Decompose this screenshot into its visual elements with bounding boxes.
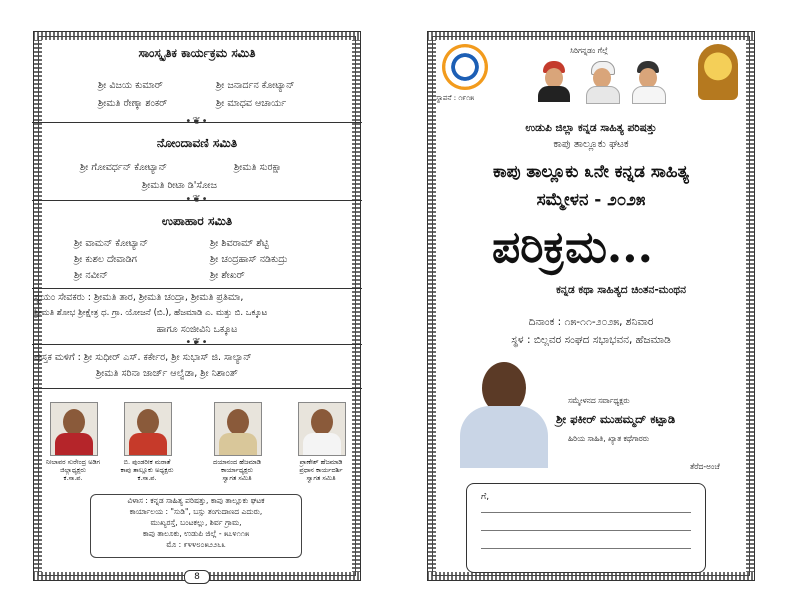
divider — [32, 288, 362, 289]
event-headline: ಸಮ್ಮೇಳನ - ೨೦೨೫ — [536, 190, 646, 210]
section-title: ನೋಂದಾವಣಿ ಸಮಿತಿ — [156, 136, 238, 150]
address-line: ವಿಳಾಸ : ಕನ್ನಡ ಸಾಹಿತ್ಯ ಪರಿಷತ್ತು, ಕಾಪು ತಾಲ್ಲೂಕು ಘಟಕ — [127, 496, 265, 505]
section-refreshment — [24, 214, 370, 229]
event-headline: ಕಾಪು ತಾಲ್ಲೂಕು ೩ನೇ ಕನ್ನಡ ಸಾಹಿತ್ಯ — [493, 162, 689, 182]
address-line — [481, 512, 691, 513]
section-registration — [24, 136, 370, 151]
invite-label: ತೆರೆದ-ಅಂಚೆ — [690, 462, 720, 471]
section-title: ಸಾಂಸ್ಕೃತಿಕ ಕಾರ್ಯಕ್ರಮ ಸಮಿತಿ — [138, 46, 256, 60]
deity-icon — [698, 44, 738, 100]
page-number: 8 — [184, 570, 210, 584]
address-line — [481, 530, 691, 531]
member-name: ಶ್ರೀ ಕುಶಲ ದೇವಾಡಿಗ — [74, 254, 137, 265]
book-stall-line: ಶ್ರೀಮತಿ ಸರಿನಾ ಜಾರ್ಜ್ ಆಲ್ವೆಡಾ, ಶ್ರೀ ನಿಶಾಂತ್ — [96, 368, 238, 379]
person-name: ನೀಲಾವರ ಸುರೇಂದ್ರ ಅಡಿಗ — [45, 458, 101, 466]
person-role: ಕಾಪು ತಾಲ್ಲೂಕು ಅಧ್ಯಕ್ಷರು — [120, 466, 174, 474]
volunteers-line: ಶ್ರೀಮತಿ ಶೋಭ ಶ್ರೀಕ್ಷೇತ್ರ ಧ. ಗ್ರಾ. ಯೋಜನೆ (ಬಿ.), ಹೆಜಮಾಡಿ ಎ. ಮತ್ತು ಬಿ. ಒಕ್ಕೂಟ — [34, 308, 268, 318]
left-page — [24, 22, 370, 590]
president-photo — [452, 358, 552, 468]
book-stall-line: ಪುಸ್ತಕ ಮಳಿಗೆ : ಶ್ರೀ ಸುಧೀರ್ ಎಸ್. ಕರ್ಕೇರ, ಶ್ರೀ ಸುಭಾಸ್ ಜಿ. ಸಾಲ್ಯಾನ್ — [34, 352, 252, 363]
right-page — [418, 22, 764, 590]
member-name: ಶ್ರೀಮತಿ ರೀಟಾ ಡಿ'ಸೋಜ — [142, 180, 217, 191]
section-cultural — [24, 46, 370, 61]
president-name: ಶ್ರೀ ಫಕೀರ್ ಮುಹಮ್ಮದ್ ಕಟ್ಪಾಡಿ — [556, 412, 676, 426]
member-name: ಶ್ರೀಮತಿ ರೇಣ್ಕಾ ಶಂಕರ್ — [98, 98, 168, 109]
person-org: ಸ್ವಾಗತ ಸಮಿತಿ — [306, 474, 336, 482]
member-name: ಶ್ರೀ ಜನಾರ್ದನ ಕೋಟ್ಯಾನ್ — [216, 80, 295, 91]
member-name: ಶ್ರೀ ಶಿವರಾಮ್ ಶೆಟ್ಟಿ — [210, 238, 269, 249]
person-org: ಸ್ವಾಗತ ಸಮಿತಿ — [222, 474, 252, 482]
divider — [32, 344, 362, 345]
president-label: ಸಮ್ಮೇಳನದ ಸರ್ವಾಧ್ಯಕ್ಷರು — [568, 396, 630, 405]
member-name: ಶ್ರೀ ಗೋವರ್ಧನ್ ಕೋಟ್ಯಾನ್ — [80, 162, 167, 173]
org-name: ಉಡುಪಿ ಜಿಲ್ಲಾ ಕನ್ನಡ ಸಾಹಿತ್ಯ ಪರಿಷತ್ತು — [525, 122, 657, 134]
member-name: ಶ್ರೀ ವಿಜಯ ಕುಮಾರ್ — [98, 80, 163, 91]
person-photo — [298, 402, 346, 456]
ornament-divider: •❦• — [185, 116, 209, 127]
member-name: ಶ್ರೀ ಶೇಖರ್ — [210, 270, 245, 281]
logo-caption: ಸ್ಥಾಪನೆ : ೧೯೧೫ — [436, 94, 475, 102]
person-name: ಬಿ. ಪುಂಡರೀಕ ಮರಾತೆ — [123, 458, 171, 466]
portraits-caption: ಸಿರಿಗನ್ನಡಂ ಗೆಲ್ಗೆ — [570, 46, 608, 55]
member-name: ಶ್ರೀ ಮಾಧವ ಆಚಾರ್ಯ — [216, 98, 287, 109]
volunteers-line: ಹಾಗೂ ಸಂಜೀವಿನಿ ಒಕ್ಕೂಟ — [156, 324, 238, 335]
section-title: ಉಪಾಹಾರ ಸಮಿತಿ — [161, 214, 233, 228]
person-photo — [124, 402, 172, 456]
address-box — [90, 494, 302, 558]
address-box — [466, 483, 706, 573]
member-name: ಶ್ರೀ ನವೀನ್ — [74, 270, 108, 281]
person-caption — [38, 458, 108, 482]
event-venue: ಸ್ಥಳ : ಬಿಲ್ಲವರ ಸಂಘದ ಸಭಾಭವನ, ಹೆಜಮಾಡಿ — [511, 334, 671, 346]
person-caption — [202, 458, 272, 482]
person-photo — [214, 402, 262, 456]
kasapa-logo — [442, 44, 488, 90]
person-caption — [112, 458, 182, 482]
person-org: ಕ.ಸಾ.ಪ. — [137, 474, 157, 482]
portrait — [536, 58, 572, 102]
person-role: ಜಿಲ್ಲಾಧ್ಯಕ್ಷರು — [60, 466, 86, 474]
president-desc: ಹಿರಿಯ ಸಾಹಿತಿ, ಖ್ಯಾತ ಕಥೆಗಾರರು — [568, 434, 650, 443]
address-line: ಮೊ : ೯೪೪೮೦೫೨೨೬೩ — [166, 540, 226, 549]
person-photo — [50, 402, 98, 456]
person-caption — [286, 458, 356, 482]
address-line: ಮುಖ್ಯರಸ್ತೆ, ಬಂಟಕಲ್ಲು, ಶಿರ್ವ ಗ್ರಾಮ, — [150, 518, 242, 527]
address-line: ಕಾಪು ತಾಲೂಕು, ಉಡುಪಿ ಜಿಲ್ಲೆ - ೫೭೪೧೧೫ — [142, 529, 250, 538]
portrait — [584, 58, 620, 102]
address-line: ಕಾರ್ಯಾಲಯ : "ಸುಡಿ", ಬಸ್ಸು ತಂಗುದಾಣದ ಎದುರು, — [129, 507, 263, 516]
member-name: ಶ್ರೀ ಚಂದ್ರಹಾಸ್ ನಡಿಕುದ್ರು — [210, 254, 288, 265]
person-org: ಕ.ಸಾ.ಪ. — [63, 474, 83, 482]
theme-title: ಪರಿಕ್ರಮ... — [492, 222, 653, 273]
to-label: ಗೆ, — [481, 492, 490, 502]
volunteers-line: ಸ್ವಯಂ ಸೇವಕರು : ಶ್ರೀಮತಿ ತಾರ, ಶ್ರೀಮತಿ ಚಂದ್ರಾ, ಶ್ರೀಮತಿ ಪ್ರತಿಮಾ, — [34, 292, 244, 303]
person-role: ಪ್ರಧಾನ ಕಾರ್ಯದರ್ಶಿ — [299, 466, 343, 474]
address-line — [481, 548, 691, 549]
ornament-divider: •❦• — [185, 194, 209, 205]
org-unit: ಕಾಪು ತಾಲ್ಲೂಕು ಘಟಕ — [553, 138, 629, 150]
member-name: ಶ್ರೀ ವಾಮನ್ ಕೋಟ್ಯಾನ್ — [74, 238, 148, 249]
person-role: ಕಾರ್ಯಾಧ್ಯಕ್ಷರು — [221, 466, 253, 474]
person-name: ಪ್ರಾಣೇಶ್ ಹೆಜಮಾಡಿ — [299, 458, 343, 466]
event-date: ದಿನಾಂಕ : ೧೫-೧೧-೨೦೨೫, ಶನಿವಾರ — [528, 316, 654, 328]
divider — [32, 388, 362, 389]
person-name: ದಯಾನಂದ ಹೆಜಮಾಡಿ — [213, 458, 261, 466]
ornament-divider: •❦• — [185, 337, 209, 348]
portrait — [630, 58, 666, 102]
member-name: ಶ್ರೀಮತಿ ಸುರಕ್ಷಾ — [234, 162, 282, 173]
theme-subtitle: ಕನ್ನಡ ಕಥಾ ಸಾಹಿತ್ಯದ ಚಿಂತನ-ಮಂಥನ — [556, 284, 686, 296]
